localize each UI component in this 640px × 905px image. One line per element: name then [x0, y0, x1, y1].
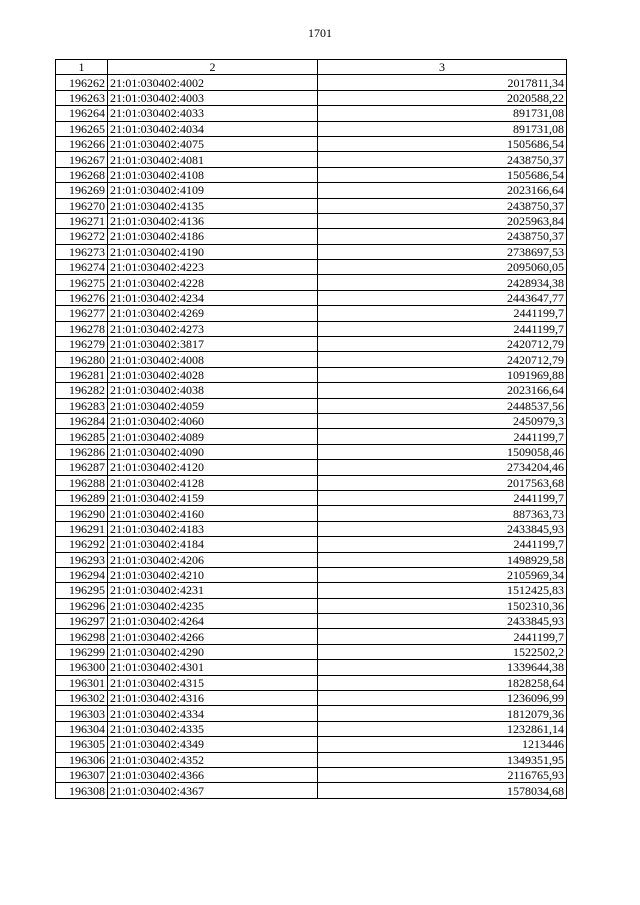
- cadastral-value-cell: 2433845,93: [318, 614, 567, 629]
- cadastral-value-cell: 2095060,05: [318, 260, 567, 275]
- table-row: [56, 537, 567, 552]
- cadastral-value-cell: 1502310,36: [318, 598, 567, 613]
- cadastral-number-cell: 21:01:030402:4228: [108, 275, 318, 290]
- row-number-cell: 196287: [56, 460, 108, 475]
- cadastral-number-cell: 21:01:030402:4223: [108, 260, 318, 275]
- table-row: [56, 737, 567, 752]
- cadastral-value-cell: 2441199,7: [318, 537, 567, 552]
- table-row: [56, 783, 567, 798]
- table-row: [56, 121, 567, 136]
- row-number-cell: 196294: [56, 567, 108, 582]
- row-number-cell: 196266: [56, 136, 108, 151]
- table-row: [56, 321, 567, 336]
- table-row: [56, 506, 567, 521]
- row-number-cell: 196301: [56, 675, 108, 690]
- row-number-cell: 196275: [56, 275, 108, 290]
- cadastral-number-cell: 21:01:030402:4315: [108, 675, 318, 690]
- cadastral-number-cell: 21:01:030402:4269: [108, 306, 318, 321]
- row-number-cell: 196296: [56, 598, 108, 613]
- row-number-cell: 196292: [56, 537, 108, 552]
- row-number-cell: 196300: [56, 660, 108, 675]
- cadastral-number-cell: 21:01:030402:4367: [108, 783, 318, 798]
- table-row: [56, 752, 567, 767]
- cadastral-number-cell: 21:01:030402:4120: [108, 460, 318, 475]
- cadastral-number-cell: 21:01:030402:4034: [108, 121, 318, 136]
- table-row: [56, 337, 567, 352]
- cadastral-value-cell: 1812079,36: [318, 706, 567, 721]
- table-row: [56, 275, 567, 290]
- row-number-cell: 196289: [56, 490, 108, 505]
- row-number-cell: 196276: [56, 290, 108, 305]
- cadastral-number-cell: 21:01:030402:4135: [108, 198, 318, 213]
- table-row: [56, 90, 567, 105]
- cadastral-number-cell: 21:01:030402:4108: [108, 167, 318, 182]
- row-number-cell: 196302: [56, 691, 108, 706]
- row-number-cell: 196282: [56, 383, 108, 398]
- table-row: [56, 106, 567, 121]
- cadastral-number-cell: 21:01:030402:3817: [108, 337, 318, 352]
- cadastral-number-cell: 21:01:030402:4028: [108, 367, 318, 382]
- table-row: [56, 167, 567, 182]
- cadastral-number-cell: 21:01:030402:4264: [108, 614, 318, 629]
- column-header-2: 2: [108, 60, 318, 75]
- row-number-cell: 196274: [56, 260, 108, 275]
- cadastral-value-cell: 2428934,38: [318, 275, 567, 290]
- cadastral-number-cell: 21:01:030402:4190: [108, 244, 318, 259]
- table-row: [56, 721, 567, 736]
- cadastral-value-cell: 2441199,7: [318, 490, 567, 505]
- cadastral-number-cell: 21:01:030402:4235: [108, 598, 318, 613]
- cadastral-number-cell: 21:01:030402:4008: [108, 352, 318, 367]
- table-row: [56, 152, 567, 167]
- cadastral-value-table: [55, 59, 567, 799]
- table-row: [56, 475, 567, 490]
- table-row: [56, 306, 567, 321]
- table-row: [56, 213, 567, 228]
- cadastral-value-cell: 2441199,7: [318, 306, 567, 321]
- cadastral-value-cell: 2420712,79: [318, 352, 567, 367]
- cadastral-value-cell: 2441199,7: [318, 629, 567, 644]
- row-number-cell: 196265: [56, 121, 108, 136]
- table-header-row: [56, 60, 567, 75]
- table-row: [56, 75, 567, 90]
- table-row: [56, 136, 567, 151]
- cadastral-value-cell: 1349351,95: [318, 752, 567, 767]
- cadastral-number-cell: 21:01:030402:4273: [108, 321, 318, 336]
- cadastral-value-cell: 2023166,64: [318, 383, 567, 398]
- cadastral-value-cell: 887363,73: [318, 506, 567, 521]
- row-number-cell: 196298: [56, 629, 108, 644]
- cadastral-number-cell: 21:01:030402:4234: [108, 290, 318, 305]
- row-number-cell: 196279: [56, 337, 108, 352]
- cadastral-value-cell: 2450979,3: [318, 413, 567, 428]
- cadastral-number-cell: 21:01:030402:4210: [108, 567, 318, 582]
- row-number-cell: 196288: [56, 475, 108, 490]
- table-row: [56, 244, 567, 259]
- row-number-cell: 196286: [56, 444, 108, 459]
- cadastral-value-cell: 2433845,93: [318, 521, 567, 536]
- cadastral-value-cell: 1512425,83: [318, 583, 567, 598]
- cadastral-value-cell: 1522502,2: [318, 644, 567, 659]
- cadastral-value-cell: 2734204,46: [318, 460, 567, 475]
- cadastral-number-cell: 21:01:030402:4301: [108, 660, 318, 675]
- row-number-cell: 196290: [56, 506, 108, 521]
- cadastral-value-cell: 2105969,34: [318, 567, 567, 582]
- table-row: [56, 444, 567, 459]
- row-number-cell: 196284: [56, 413, 108, 428]
- table-row: [56, 183, 567, 198]
- cadastral-number-cell: 21:01:030402:4059: [108, 398, 318, 413]
- cadastral-number-cell: 21:01:030402:4038: [108, 383, 318, 398]
- row-number-cell: 196307: [56, 767, 108, 782]
- row-number-cell: 196281: [56, 367, 108, 382]
- cadastral-number-cell: 21:01:030402:4033: [108, 106, 318, 121]
- cadastral-value-cell: 2017563,68: [318, 475, 567, 490]
- table-row: [56, 490, 567, 505]
- cadastral-value-cell: 1232861,14: [318, 721, 567, 736]
- row-number-cell: 196264: [56, 106, 108, 121]
- table-row: [56, 429, 567, 444]
- row-number-cell: 196262: [56, 75, 108, 90]
- row-number-cell: 196270: [56, 198, 108, 213]
- row-number-cell: 196273: [56, 244, 108, 259]
- cadastral-number-cell: 21:01:030402:4184: [108, 537, 318, 552]
- cadastral-number-cell: 21:01:030402:4231: [108, 583, 318, 598]
- row-number-cell: 196285: [56, 429, 108, 444]
- cadastral-number-cell: 21:01:030402:4160: [108, 506, 318, 521]
- table-body: [56, 75, 567, 798]
- row-number-cell: 196291: [56, 521, 108, 536]
- table-row: [56, 367, 567, 382]
- cadastral-number-cell: 21:01:030402:4136: [108, 213, 318, 228]
- row-number-cell: 196269: [56, 183, 108, 198]
- cadastral-value-cell: 1498929,58: [318, 552, 567, 567]
- cadastral-number-cell: 21:01:030402:4159: [108, 490, 318, 505]
- table-row: [56, 629, 567, 644]
- cadastral-value-cell: 2443647,77: [318, 290, 567, 305]
- table-row: [56, 229, 567, 244]
- table-row: [56, 598, 567, 613]
- page-number: 1701: [308, 26, 332, 40]
- cadastral-value-cell: 2020588,22: [318, 90, 567, 105]
- row-number-cell: 196267: [56, 152, 108, 167]
- cadastral-value-cell: 1505686,54: [318, 167, 567, 182]
- cadastral-number-cell: 21:01:030402:4109: [108, 183, 318, 198]
- cadastral-value-cell: 1505686,54: [318, 136, 567, 151]
- cadastral-number-cell: 21:01:030402:4090: [108, 444, 318, 459]
- table-row: [56, 583, 567, 598]
- column-header-3: 3: [318, 60, 567, 75]
- cadastral-value-cell: 1509058,46: [318, 444, 567, 459]
- table-row: [56, 706, 567, 721]
- row-number-cell: 196295: [56, 583, 108, 598]
- cadastral-value-cell: 2025963,84: [318, 213, 567, 228]
- table-row: [56, 767, 567, 782]
- cadastral-number-cell: 21:01:030402:4334: [108, 706, 318, 721]
- row-number-cell: 196278: [56, 321, 108, 336]
- cadastral-number-cell: 21:01:030402:4089: [108, 429, 318, 444]
- cadastral-number-cell: 21:01:030402:4075: [108, 136, 318, 151]
- cadastral-number-cell: 21:01:030402:4060: [108, 413, 318, 428]
- cadastral-value-cell: 1213446: [318, 737, 567, 752]
- cadastral-number-cell: 21:01:030402:4316: [108, 691, 318, 706]
- row-number-cell: 196303: [56, 706, 108, 721]
- cadastral-value-cell: 2448537,56: [318, 398, 567, 413]
- cadastral-value-cell: 2738697,53: [318, 244, 567, 259]
- row-number-cell: 196280: [56, 352, 108, 367]
- cadastral-number-cell: 21:01:030402:4081: [108, 152, 318, 167]
- table-row: [56, 290, 567, 305]
- cadastral-value-cell: 1339644,38: [318, 660, 567, 675]
- cadastral-number-cell: 21:01:030402:4186: [108, 229, 318, 244]
- row-number-cell: 196306: [56, 752, 108, 767]
- cadastral-number-cell: 21:01:030402:4266: [108, 629, 318, 644]
- cadastral-value-cell: 1236096,99: [318, 691, 567, 706]
- table-row: [56, 675, 567, 690]
- table-row: [56, 398, 567, 413]
- table-row: [56, 521, 567, 536]
- table-row: [56, 413, 567, 428]
- cadastral-value-cell: 2441199,7: [318, 321, 567, 336]
- row-number-cell: 196308: [56, 783, 108, 798]
- cadastral-value-cell: 2438750,37: [318, 152, 567, 167]
- cadastral-number-cell: 21:01:030402:4002: [108, 75, 318, 90]
- cadastral-value-cell: 1091969,88: [318, 367, 567, 382]
- cadastral-number-cell: 21:01:030402:4183: [108, 521, 318, 536]
- cadastral-number-cell: 21:01:030402:4290: [108, 644, 318, 659]
- cadastral-value-cell: 2438750,37: [318, 198, 567, 213]
- cadastral-value-cell: 2023166,64: [318, 183, 567, 198]
- row-number-cell: 196283: [56, 398, 108, 413]
- row-number-cell: 196305: [56, 737, 108, 752]
- table-row: [56, 691, 567, 706]
- row-number-cell: 196277: [56, 306, 108, 321]
- table-row: [56, 567, 567, 582]
- cadastral-value-cell: 2438750,37: [318, 229, 567, 244]
- cadastral-value-cell: 1828258,64: [318, 675, 567, 690]
- table-row: [56, 198, 567, 213]
- table-row: [56, 552, 567, 567]
- cadastral-number-cell: 21:01:030402:4366: [108, 767, 318, 782]
- cadastral-value-cell: 2441199,7: [318, 429, 567, 444]
- row-number-cell: 196272: [56, 229, 108, 244]
- row-number-cell: 196299: [56, 644, 108, 659]
- table-row: [56, 660, 567, 675]
- cadastral-value-cell: 891731,08: [318, 121, 567, 136]
- cadastral-value-cell: 2017811,34: [318, 75, 567, 90]
- row-number-cell: 196293: [56, 552, 108, 567]
- cadastral-number-cell: 21:01:030402:4335: [108, 721, 318, 736]
- cadastral-value-cell: 2420712,79: [318, 337, 567, 352]
- table-row: [56, 644, 567, 659]
- table-row: [56, 383, 567, 398]
- row-number-cell: 196297: [56, 614, 108, 629]
- table-row: [56, 352, 567, 367]
- table-row: [56, 614, 567, 629]
- cadastral-value-cell: 891731,08: [318, 106, 567, 121]
- row-number-cell: 196304: [56, 721, 108, 736]
- row-number-cell: 196271: [56, 213, 108, 228]
- table-row: [56, 260, 567, 275]
- cadastral-number-cell: 21:01:030402:4003: [108, 90, 318, 105]
- table-row: [56, 460, 567, 475]
- cadastral-value-cell: 1578034,68: [318, 783, 567, 798]
- row-number-cell: 196263: [56, 90, 108, 105]
- cadastral-number-cell: 21:01:030402:4349: [108, 737, 318, 752]
- cadastral-value-cell: 2116765,93: [318, 767, 567, 782]
- cadastral-number-cell: 21:01:030402:4352: [108, 752, 318, 767]
- cadastral-number-cell: 21:01:030402:4206: [108, 552, 318, 567]
- cadastral-number-cell: 21:01:030402:4128: [108, 475, 318, 490]
- row-number-cell: 196268: [56, 167, 108, 182]
- column-header-1: 1: [56, 60, 108, 75]
